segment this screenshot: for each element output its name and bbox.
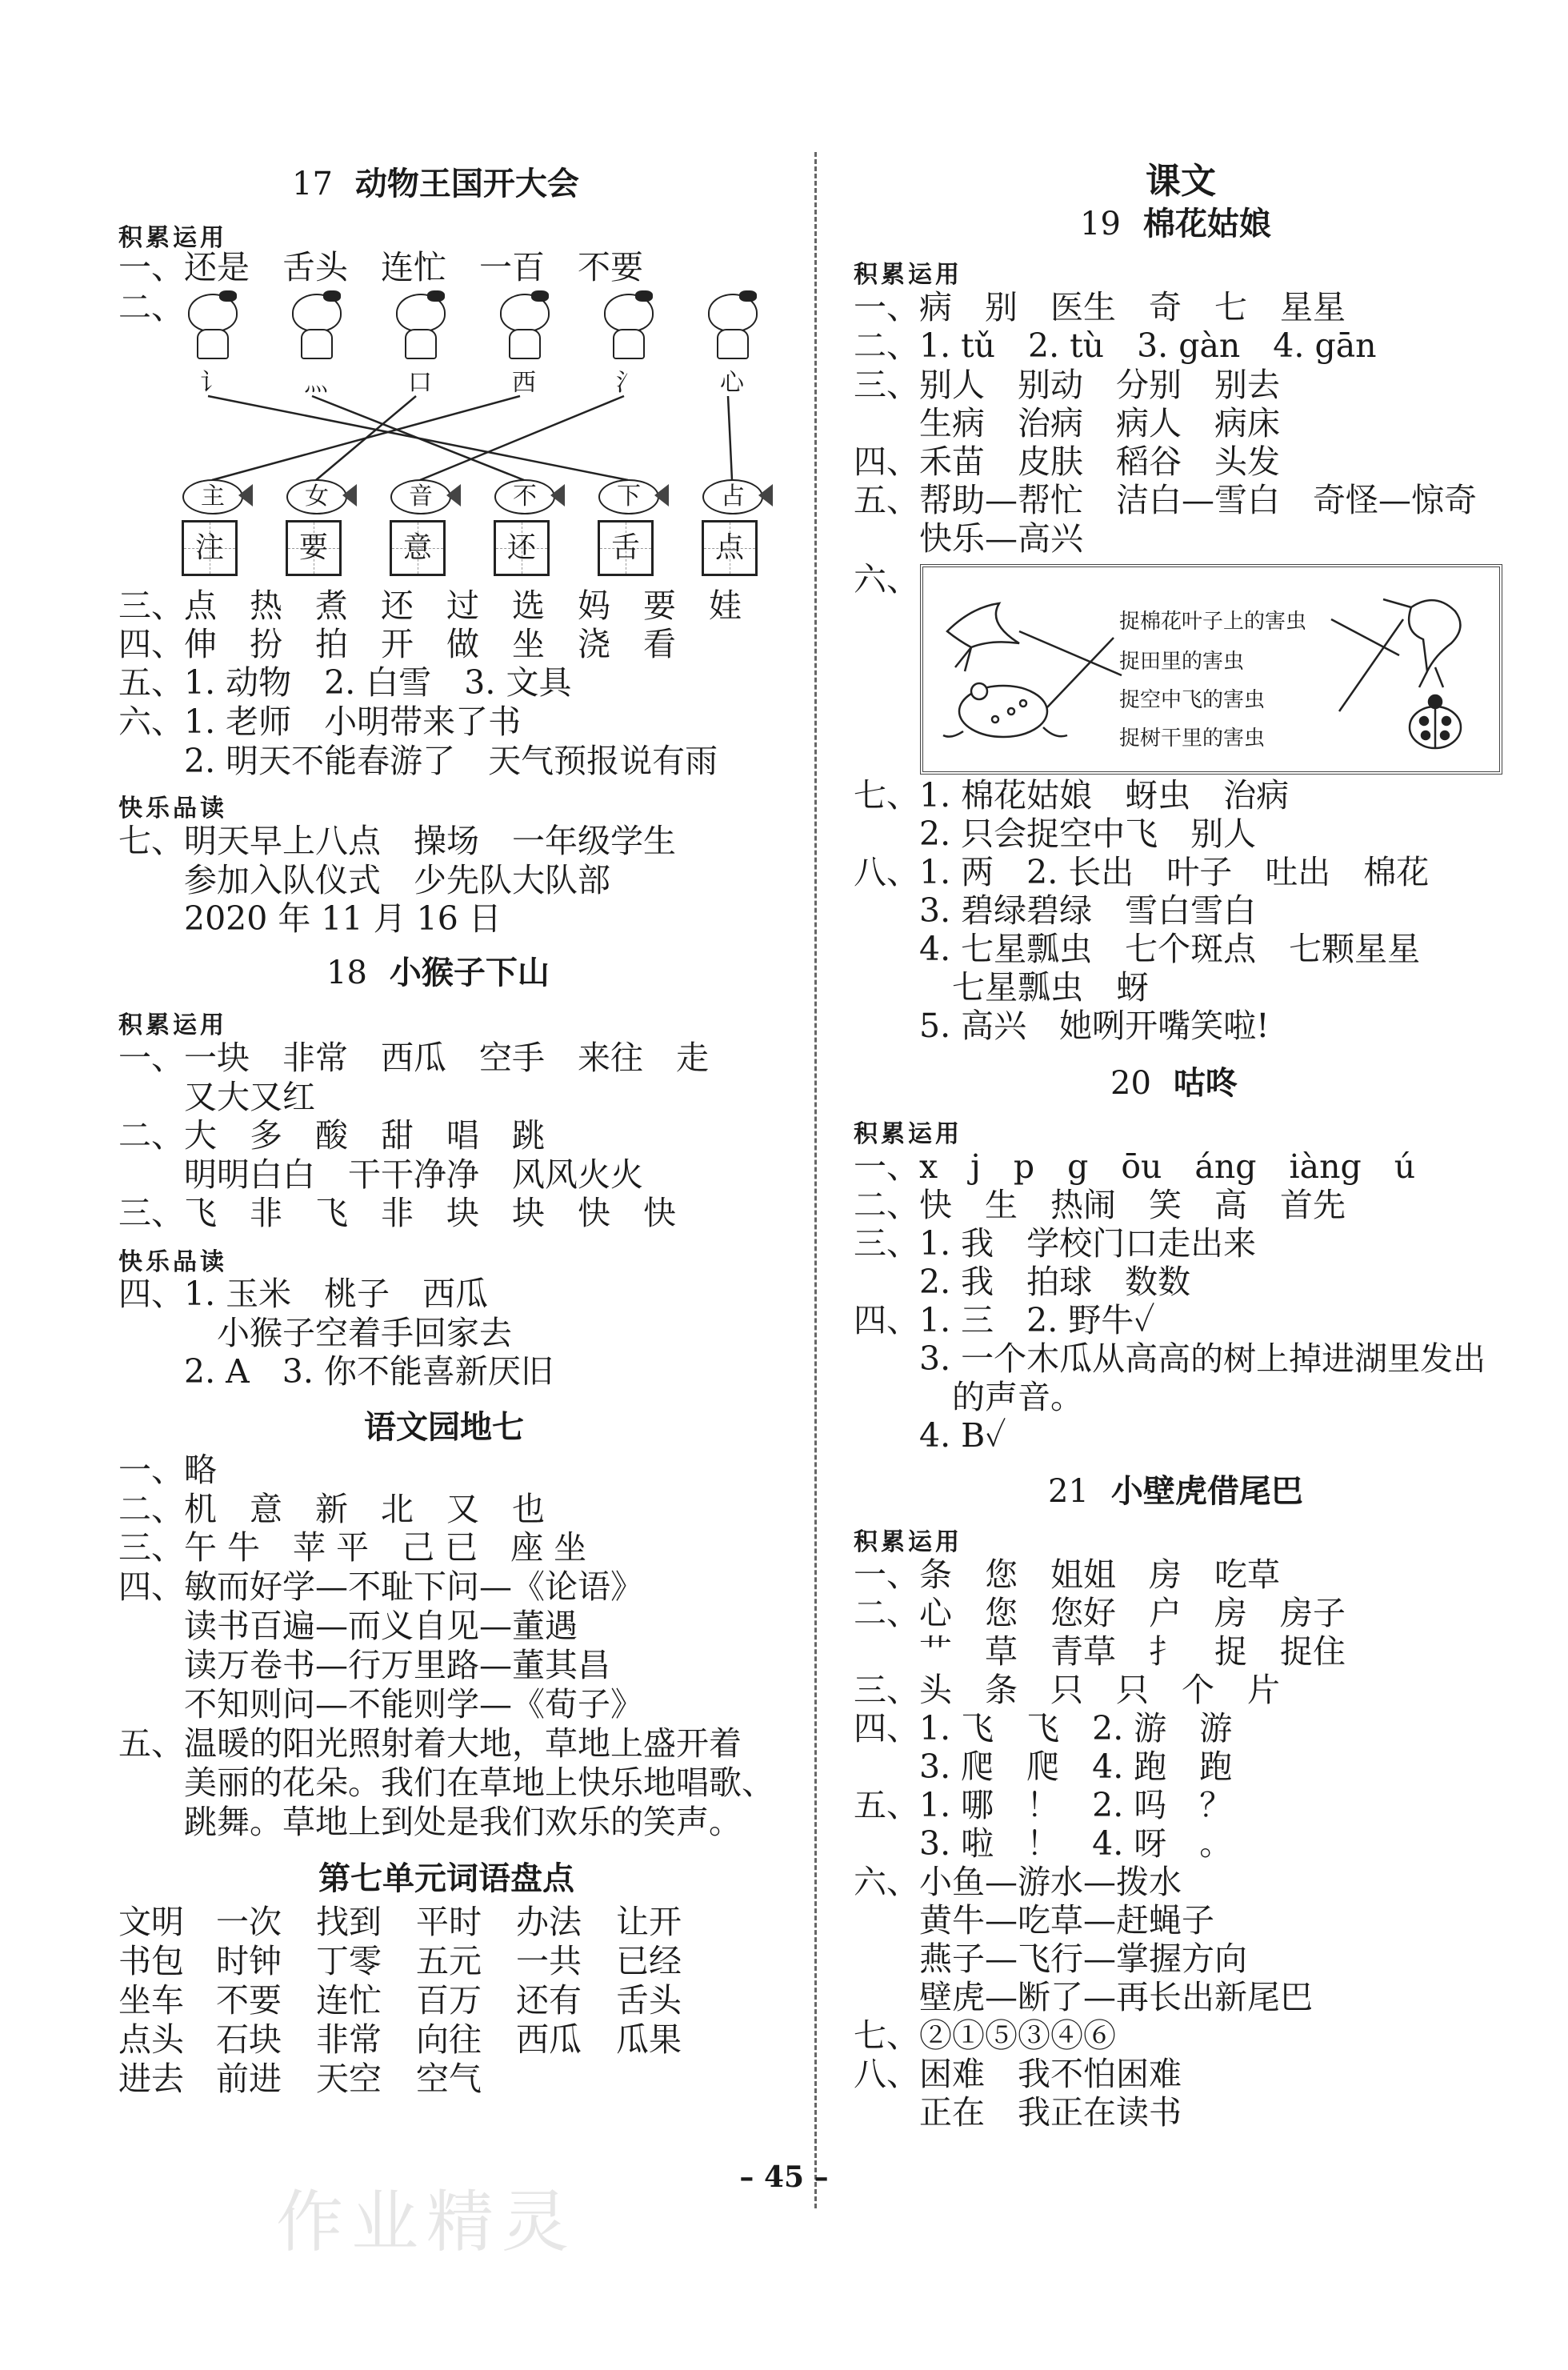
review-word: 一次 xyxy=(216,1903,282,1941)
answer-line: 五、1. 动物 2. 白雪 3. 文具 xyxy=(118,663,572,702)
texts-header: 课文 xyxy=(1146,161,1216,202)
answer-box-char: 意 xyxy=(402,531,432,564)
answer-line: 2. 我 拍球 数数 xyxy=(854,1263,1191,1301)
frog-icon xyxy=(943,683,1067,737)
woodpecker-icon xyxy=(1383,599,1460,687)
lesson-title-text: 小壁虎借尾巴 xyxy=(1110,1473,1303,1510)
answer-line: 二、1. tǔ 2. tù 3. gàn 4. gān xyxy=(854,326,1377,365)
lesson-number: 20 xyxy=(1110,1065,1151,1102)
fish-icon xyxy=(592,476,669,514)
answer-line: 三、午 牛 苹 平 己 已 座 坐 xyxy=(118,1528,587,1567)
pest-match-line xyxy=(1339,619,1403,711)
answer-line: 三、点 热 煮 还 过 选 妈 要 娃 xyxy=(118,586,742,625)
answer-line: 4. 七星瓢虫 七个斑点 七颗星星 xyxy=(854,930,1421,968)
fish-icon xyxy=(488,476,565,514)
kitty-icon xyxy=(704,294,760,358)
answer-line: 壁虎—断了—再长出新尾巴 xyxy=(854,1978,1313,2016)
answer-line: 燕子—飞行—掌握方向 xyxy=(854,1940,1247,1978)
kitty-icon xyxy=(288,294,344,358)
review-word: 不要 xyxy=(216,1981,282,2020)
answer-line: 七星瓢虫 蚜 xyxy=(854,968,1149,1007)
pest-label: 捉树干里的害虫 xyxy=(1119,727,1266,751)
answer-line: 八、困难 我不怕困难 xyxy=(854,2055,1182,2093)
answer-line: 六、小鱼—游水—拨水 xyxy=(854,1863,1182,1901)
answer-line: 二、机 意 新 北 又 也 xyxy=(118,1490,545,1528)
answer-line: 快乐—高兴 xyxy=(854,519,1083,558)
word-review-title: 第七单元词语盘点 xyxy=(318,1860,574,1897)
answer-line: 六、 xyxy=(854,560,919,599)
answer-line: 正在 我正在读书 xyxy=(854,2093,1182,2132)
review-word: 进去 xyxy=(118,2060,184,2098)
radical-label: 灬 xyxy=(304,369,328,397)
swallow-icon xyxy=(947,603,1019,671)
radical-label: 口 xyxy=(408,369,432,397)
radical-label: 讠 xyxy=(200,369,224,397)
answer-line: 跳舞。草地上到处是我们欢乐的笑声。 xyxy=(118,1803,742,1841)
review-word: 西瓜 xyxy=(516,2020,582,2059)
fish-icon xyxy=(384,476,461,514)
fish-char: 下 xyxy=(598,479,659,514)
answer-line: 又大又红 xyxy=(118,1078,315,1116)
match-line xyxy=(728,396,732,480)
review-word: 向往 xyxy=(416,2020,482,2059)
answer-line: 的声音。 xyxy=(854,1378,1083,1416)
answer-line: 五、温暖的阳光照射着大地，草地上盛开着 xyxy=(118,1724,742,1763)
review-word: 平时 xyxy=(416,1903,482,1941)
answer-line: 3. 爬 爬 4. 跑 跑 xyxy=(854,1747,1233,1786)
answer-line: 二、心 您 您好 户 房 房子 xyxy=(854,1594,1346,1632)
answer-box xyxy=(494,520,550,576)
kitty-icon xyxy=(600,294,656,358)
matching-lines xyxy=(180,292,772,576)
review-word: 已经 xyxy=(616,1942,682,1980)
lesson-title-text: 动物王国开大会 xyxy=(354,166,579,202)
answer-line: 三、飞 非 飞 非 块 块 快 快 xyxy=(118,1194,676,1232)
kitty-icon xyxy=(184,294,240,358)
section-label: 积累运用 xyxy=(854,1120,962,1148)
section-label: 快乐品读 xyxy=(118,795,227,823)
review-word: 丁零 xyxy=(316,1942,382,1980)
fish-icon xyxy=(176,476,253,514)
fish-char: 音 xyxy=(390,479,451,514)
answer-line: 3. 啦 ！ 4. 呀 。 xyxy=(854,1824,1233,1863)
answer-line: 小猴子空着手回家去 xyxy=(118,1314,512,1352)
lesson-number: 18 xyxy=(326,955,367,991)
pest-matching-figure xyxy=(920,564,1502,775)
radical-label: 西 xyxy=(512,369,536,397)
kitty-icon xyxy=(496,294,552,358)
answer-line: 4. B✓ xyxy=(854,1416,1006,1455)
answer-line: 四、1. 玉米 桃子 西瓜 xyxy=(118,1275,489,1313)
lesson-title-text: 棉花姑娘 xyxy=(1142,206,1271,242)
fish-char: 主 xyxy=(182,479,243,514)
answer-line: 明明白白 干干净净 风风火火 xyxy=(118,1155,643,1194)
review-word: 坐车 xyxy=(118,1981,184,2020)
fish-char: 占 xyxy=(702,479,763,514)
review-word: 五元 xyxy=(416,1942,482,1980)
pest-label: 捉田里的害虫 xyxy=(1119,650,1245,674)
answer-line: 2. 明天不能春游了 天气预报说有雨 xyxy=(118,742,718,780)
answer-line: 一、略 xyxy=(118,1451,217,1489)
review-word: 非常 xyxy=(316,2020,382,2059)
lesson-21-title xyxy=(1048,1466,1303,1511)
answer-line: 2020 年 11 月 16 日 xyxy=(118,899,502,938)
answer-line: 四、禾苗 皮肤 稻谷 头发 xyxy=(854,442,1280,481)
review-word: 瓜果 xyxy=(616,2020,682,2059)
lesson-title-text: 小猴子下山 xyxy=(389,955,550,991)
answer-line: 2. A 3. 你不能喜新厌旧 xyxy=(118,1352,554,1391)
kitty-icon xyxy=(392,294,448,358)
answer-line: 四、伸 扮 拍 开 做 坐 浇 看 xyxy=(118,625,676,663)
garden-7-title: 语文园地七 xyxy=(364,1409,524,1446)
answer-line: 三、别人 别动 分别 别去 xyxy=(854,366,1280,404)
answer-line: 一、还是 舌头 连忙 一百 不要 xyxy=(118,248,643,286)
pest-match-line xyxy=(1331,619,1399,655)
answer-line: 美丽的花朵。我们在草地上快乐地唱歌、 xyxy=(118,1763,774,1802)
answer-line: 四、敏而好学—不耻下问—《论语》 xyxy=(118,1567,643,1606)
lesson-number: 21 xyxy=(1048,1473,1089,1510)
answer-line: 黄牛—吃草—赶蝇子 xyxy=(854,1901,1214,1940)
answer-line: 二、大 多 酸 甜 唱 跳 xyxy=(118,1116,545,1155)
answer-line: 2. 只会捉空中飞 别人 xyxy=(854,815,1257,853)
lesson-18-title xyxy=(326,947,550,993)
answer-line: 三、头 条 只 只 个 片 xyxy=(854,1671,1280,1709)
answer-line: 3. 一个木瓜从高高的树上掉进湖里发出 xyxy=(854,1339,1486,1378)
lesson-20-title xyxy=(1110,1058,1238,1103)
section-label: 快乐品读 xyxy=(118,1248,227,1276)
answer-box xyxy=(598,520,654,576)
answer-line: 一、x j p g ōu áng iàng ú xyxy=(854,1147,1416,1186)
review-word: 点头 xyxy=(118,2020,184,2059)
answer-box xyxy=(390,520,446,576)
review-word: 前进 xyxy=(216,2060,282,2098)
answer-box xyxy=(182,520,238,576)
answer-line: 5. 高兴 她咧开嘴笑啦! xyxy=(854,1007,1270,1045)
answer-box-char: 点 xyxy=(714,531,744,564)
match-line xyxy=(420,396,624,480)
answer-line: 3. 碧绿碧绿 雪白雪白 xyxy=(854,891,1257,930)
lesson-19-title xyxy=(1080,198,1271,244)
answer-line: 四、1. 三 2. 野牛✓ xyxy=(854,1301,1155,1339)
lesson-17-title xyxy=(292,158,579,204)
pest-label: 捉棉花叶子上的害虫 xyxy=(1119,610,1307,634)
answer-line: 艹 草 青草 扌 捉 捉住 xyxy=(854,1632,1346,1671)
fish-char: 不 xyxy=(494,479,555,514)
ladybug-icon xyxy=(1410,695,1461,748)
answer-line: 生病 治病 病人 病床 xyxy=(854,404,1280,442)
column-divider xyxy=(814,152,817,2208)
section-label: 积累运用 xyxy=(854,1528,962,1556)
answer-box-char: 舌 xyxy=(610,531,640,564)
answer-line: 五、1. 哪 ！ 2. 吗 ？ xyxy=(854,1786,1233,1824)
answer-line: 四、1. 飞 飞 2. 游 游 xyxy=(854,1709,1233,1747)
review-word: 让开 xyxy=(616,1903,682,1941)
watermark-logo: 作业精灵 xyxy=(276,2183,578,2261)
answer-line: 三、1. 我 学校门口走出来 xyxy=(854,1224,1257,1263)
matching-figure xyxy=(180,292,772,576)
review-word: 办法 xyxy=(516,1903,582,1941)
answer-line: 五、帮助—帮忙 洁白—雪白 奇怪—惊奇 xyxy=(854,481,1477,519)
answer-line: 参加入队仪式 少先队大队部 xyxy=(118,861,610,899)
section-label: 积累运用 xyxy=(118,224,227,252)
pest-label: 捉空中飞的害虫 xyxy=(1119,688,1266,712)
page-number: – 45 – xyxy=(739,2160,829,2194)
answer-line: 一、病 别 医生 奇 七 星星 xyxy=(854,288,1346,326)
review-word: 找到 xyxy=(316,1903,382,1941)
review-word: 文明 xyxy=(118,1903,184,1941)
answer-box xyxy=(702,520,758,576)
review-word: 天空 xyxy=(316,2060,382,2098)
answer-box-char: 要 xyxy=(298,531,328,564)
review-word: 舌头 xyxy=(616,1981,682,2020)
answer-box-char: 注 xyxy=(194,531,224,564)
radical-label: 氵 xyxy=(616,369,640,397)
answer-line: 一、条 您 姐姐 房 吃草 xyxy=(854,1555,1280,1594)
answer-box xyxy=(286,520,342,576)
fish-icon xyxy=(280,476,357,514)
review-word: 还有 xyxy=(516,1981,582,2020)
review-word: 连忙 xyxy=(316,1981,382,2020)
pest-match-line xyxy=(1019,631,1122,675)
answer-line: 七、明天早上八点 操场 一年级学生 xyxy=(118,822,676,860)
lesson-number: 17 xyxy=(292,166,333,202)
review-word: 一共 xyxy=(516,1942,582,1980)
section-label: 积累运用 xyxy=(854,261,962,289)
lesson-number: 19 xyxy=(1080,206,1121,242)
match-line xyxy=(312,396,524,480)
section-label: 积累运用 xyxy=(118,1011,227,1039)
answer-line: 七、②①⑤③④⑥ xyxy=(854,2016,1116,2055)
answer-line: 二、快 生 热闹 笑 高 首先 xyxy=(854,1186,1346,1224)
answer-line: 读书百遍—而义自见—董遇 xyxy=(118,1607,578,1645)
review-word: 书包 xyxy=(118,1942,184,1980)
answer-box-char: 还 xyxy=(506,531,536,564)
answer-line: 六、1. 老师 小明带来了书 xyxy=(118,703,522,741)
review-word: 百万 xyxy=(416,1981,482,2020)
answer-line: 不知则问—不能则学—《荀子》 xyxy=(118,1685,643,1723)
answer-line: 一、一块 非常 西瓜 空手 来往 走 xyxy=(118,1039,709,1077)
match-line xyxy=(212,396,520,480)
radical-label: 心 xyxy=(720,369,744,397)
fish-char: 女 xyxy=(286,479,347,514)
answer-line: 二、 xyxy=(118,288,184,326)
review-word: 空气 xyxy=(416,2060,482,2098)
answer-line: 八、1. 两 2. 长出 叶子 吐出 棉花 xyxy=(854,853,1430,891)
lesson-title-text: 咕咚 xyxy=(1173,1065,1238,1102)
review-word: 时钟 xyxy=(216,1942,282,1980)
fish-icon xyxy=(696,476,773,514)
review-word: 石块 xyxy=(216,2020,282,2059)
answer-line: 七、1. 棉花姑娘 蚜虫 治病 xyxy=(854,776,1290,815)
answer-line: 读万卷书—行万里路—董其昌 xyxy=(118,1646,610,1684)
